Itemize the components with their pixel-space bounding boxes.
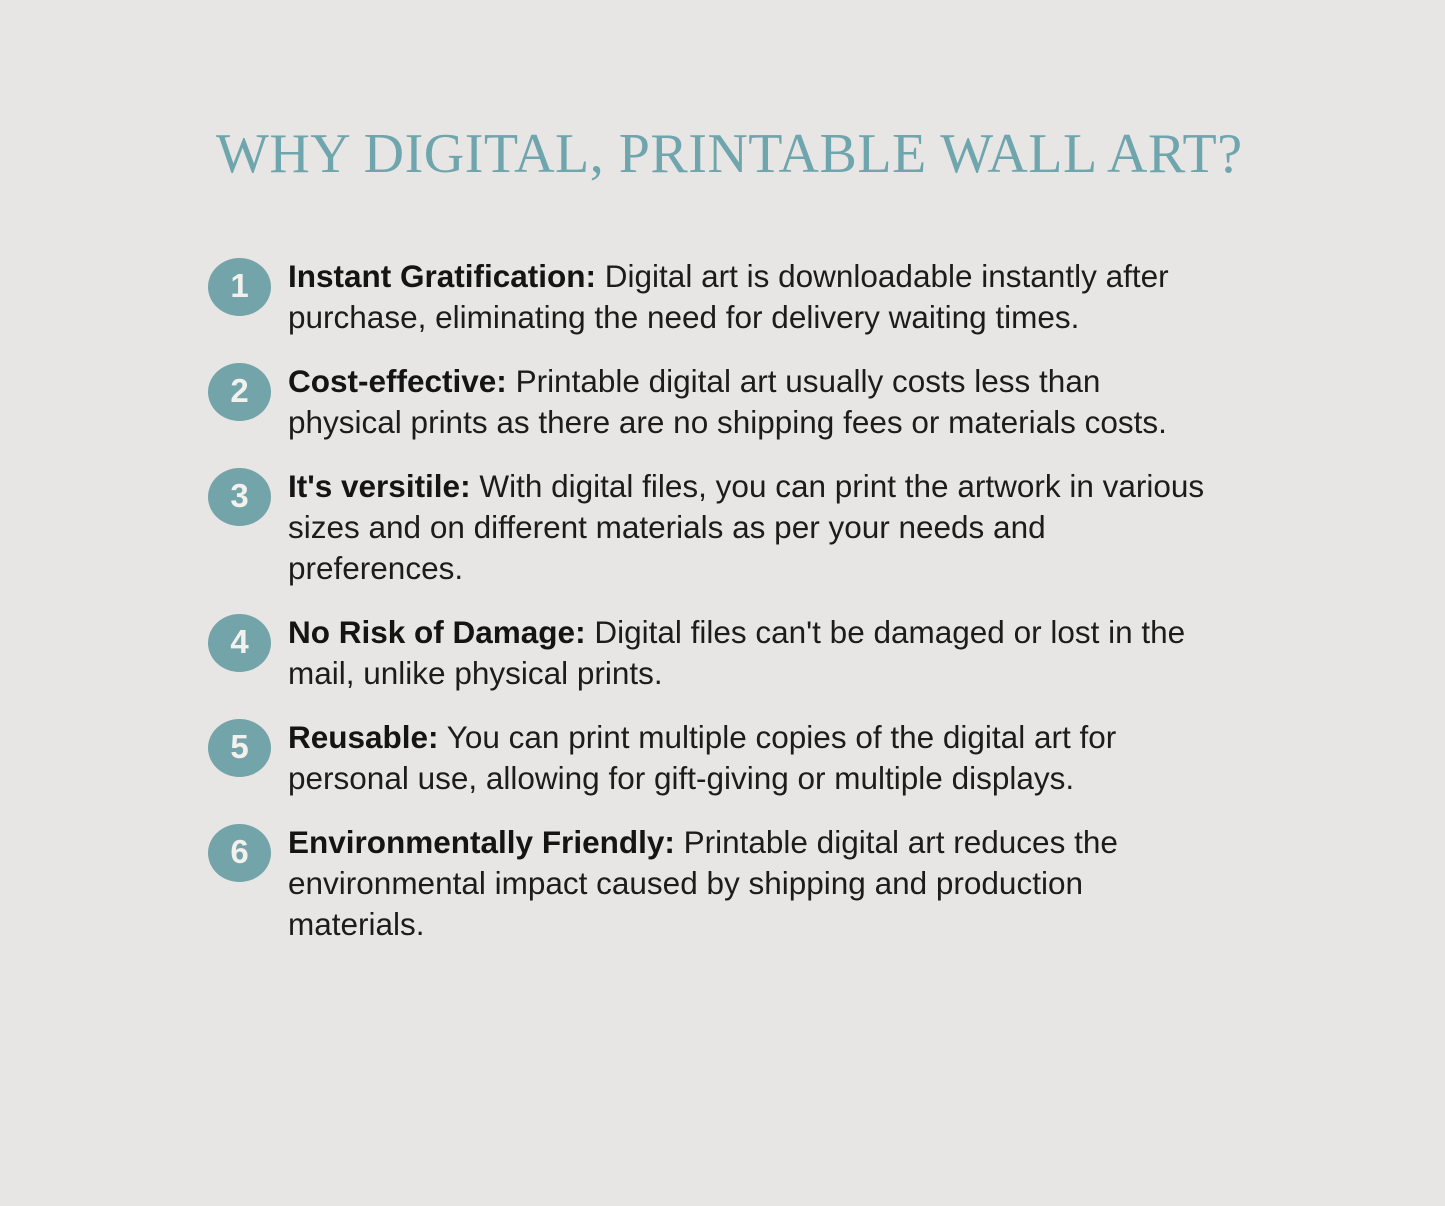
page-title: WHY DIGITAL, PRINTABLE WALL ART? xyxy=(216,123,1243,185)
item-label: No Risk of Damage: xyxy=(288,614,586,650)
item-number-badge: 2 xyxy=(208,363,271,421)
benefit-item-4 xyxy=(208,612,1445,694)
item-number-badge: 6 xyxy=(208,824,271,882)
infographic-page xyxy=(0,122,1445,1206)
benefit-item-2 xyxy=(208,361,1445,443)
item-label: Reusable: xyxy=(288,719,439,755)
item-label: Environmentally Friendly: xyxy=(288,824,675,860)
benefit-item-3 xyxy=(208,466,1445,589)
item-text: You can print multiple copies of the digital art for personal use, allowing for gift-giving or multiple displays. xyxy=(288,719,1117,796)
item-content xyxy=(288,361,1208,443)
item-content xyxy=(288,612,1208,694)
item-text: Printable digital art reduces the environmental impact caused by shipping and production materials. xyxy=(288,824,1118,942)
item-number-badge: 3 xyxy=(208,468,271,526)
item-number-badge: 4 xyxy=(208,614,271,672)
item-content xyxy=(288,466,1208,589)
item-text: Digital files can't be damaged or lost in the mail, unlike physical prints. xyxy=(288,614,1186,691)
item-text: Printable digital art usually costs less than physical prints as there are no shipping fees or materials costs. xyxy=(288,363,1167,440)
item-number-badge: 5 xyxy=(208,719,271,777)
item-text: With digital files, you can print the artwork in various sizes and on different materials as per your needs and preferences. xyxy=(288,468,1205,586)
benefit-item-1 xyxy=(208,256,1445,338)
item-content xyxy=(288,256,1208,338)
item-content xyxy=(288,717,1208,799)
item-label: Instant Gratification: xyxy=(288,258,597,294)
item-label: Cost-effective: xyxy=(288,363,507,399)
item-label: It's versitile: xyxy=(288,468,471,504)
item-number-badge: 1 xyxy=(208,258,271,316)
benefit-item-6 xyxy=(208,822,1445,945)
benefits-list xyxy=(0,256,1445,945)
item-text: Digital art is downloadable instantly after purchase, eliminating the need for delivery waiting times. xyxy=(288,258,1169,335)
benefit-item-5 xyxy=(208,717,1445,799)
item-content xyxy=(288,822,1208,945)
